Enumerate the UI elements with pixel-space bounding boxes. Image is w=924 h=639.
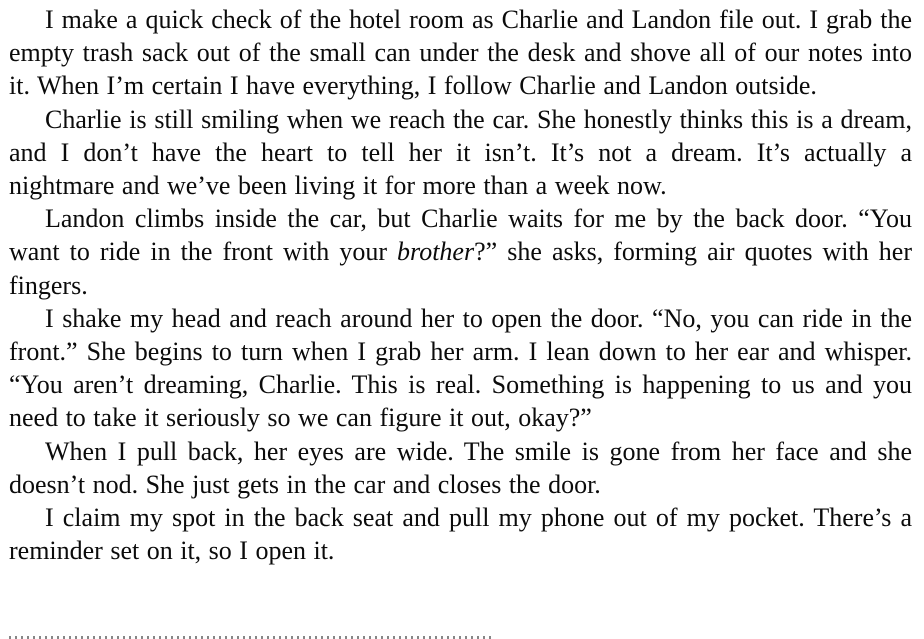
paragraph-4: [9, 302, 912, 435]
paragraph-6-text: I claim my spot in the back seat and pull my phone out of my pocket. There’s a reminder set on it, so I open it.: [9, 503, 912, 566]
italic-word-brother: brother: [397, 237, 475, 267]
paragraph-3-text-before-italic: Landon climbs inside the car, but Charlie waits for me by the back door. “You want to ride in the front with your: [9, 204, 912, 267]
paragraph-5-text: When I pull back, her eyes are wide. The smile is gone from her face and she doesn’t nod. She just gets in the car and closes the door.: [9, 436, 912, 499]
paragraph-4-text: I shake my head and reach around her to open the door. “No, you can ride in the front.” She begins to turn when I grab her arm. I lean down to her ear and whisper. “You aren’t dreaming, Charlie. This is real. Something is happening to us and you need to take it seriously so we can figure it out, okay?”: [9, 303, 912, 433]
paragraph-2-text: Charlie is still smiling when we reach the car. She honestly thinks this is a dream, and I don’t have the heart to tell her it isn’t. It’s not a dream. It’s actually a nightmare and we’ve been living it for more than a week now.: [9, 104, 912, 201]
paragraph-6: [9, 501, 912, 567]
paragraph-1: [9, 3, 912, 103]
paragraph-3-text-after-italic: ?” she asks, forming air quotes with her fingers.: [9, 237, 912, 300]
paragraph-3: [9, 202, 912, 302]
paragraph-2: [9, 103, 912, 203]
paragraph-1-text: I make a quick check of the hotel room as Charlie and Landon file out. I grab the empty trash sack out of the small can under the desk and shove all of our notes into it. When I’m certain I have everything, I follow Charlie and Landon outside.: [9, 5, 912, 101]
paragraph-5: [9, 435, 912, 501]
